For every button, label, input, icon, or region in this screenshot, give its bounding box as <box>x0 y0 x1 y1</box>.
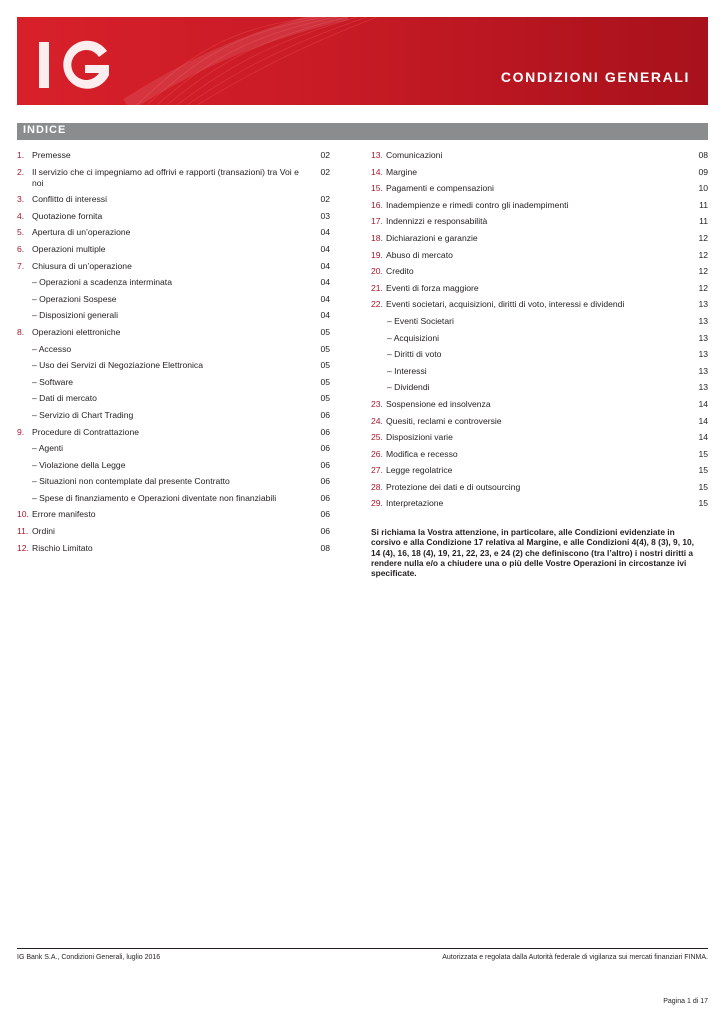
toc-entry[interactable] <box>17 410 330 421</box>
toc-entry-page: 12 <box>698 266 708 277</box>
toc-entry-label: Conflitto di interessi <box>32 194 107 205</box>
toc-entry[interactable] <box>371 465 708 476</box>
toc-entry-page: 13 <box>698 382 708 393</box>
toc-entry-number: 18. <box>371 232 383 243</box>
toc-entry-page: 06 <box>320 509 330 520</box>
toc-entry-page: 06 <box>320 492 330 503</box>
toc-entry-page: 03 <box>320 210 330 221</box>
toc-entry-label: – Dati di mercato <box>32 393 97 404</box>
toc-entry[interactable] <box>371 283 708 294</box>
toc-entry-number: 5. <box>17 227 25 238</box>
toc-entry[interactable] <box>17 476 330 487</box>
toc-entry[interactable] <box>17 377 330 388</box>
toc-entry-number: 21. <box>371 282 383 293</box>
toc-entry-number: 4. <box>17 210 25 221</box>
toc-entry[interactable] <box>17 443 330 454</box>
toc-entry-page: 12 <box>698 232 708 243</box>
toc-entry-number: 12. <box>17 542 29 553</box>
toc-entry-label: – Diritti di voto <box>387 349 442 360</box>
toc-entry-label: Premesse <box>32 150 71 160</box>
toc-entry[interactable] <box>371 216 708 227</box>
toc-entry-label: – Spese di finanziamento e Operazioni diventate non finanziabili <box>32 492 277 503</box>
toc-entry-number: 22. <box>371 299 383 310</box>
toc-entry-page: 15 <box>698 448 708 459</box>
toc-entry-number: 1. <box>17 150 25 160</box>
toc-entry-page: 05 <box>320 360 330 371</box>
toc-entry-number: 9. <box>17 426 25 437</box>
toc-entry-page: 02 <box>320 150 330 160</box>
footer-document-info: IG Bank S.A., Condizioni Generali, luglio 2016 <box>17 954 161 961</box>
toc-entry-page: 13 <box>698 299 708 310</box>
toc-entry-label: Credito <box>386 266 414 277</box>
toc-entry-number: 13. <box>371 150 383 160</box>
toc-entry-number: 19. <box>371 249 383 260</box>
toc-entry[interactable] <box>17 167 330 189</box>
toc-entry[interactable] <box>17 327 330 338</box>
toc-entry-label: Abuso di mercato <box>386 249 453 260</box>
toc-entry[interactable] <box>371 167 708 178</box>
toc-entry-label: Apertura di un’operazione <box>32 227 131 238</box>
toc-entry-label: – Acquisizioni <box>387 332 440 343</box>
toc-left-column <box>17 150 330 559</box>
toc-entry[interactable] <box>371 349 708 360</box>
toc-entry-page: 12 <box>698 282 708 293</box>
toc-entry-label: Disposizioni varie <box>386 432 453 443</box>
toc-entry[interactable] <box>371 382 708 393</box>
toc-entry-label: Quotazione fornita <box>32 210 103 221</box>
toc-entry-page: 06 <box>320 409 330 420</box>
toc-entry-page: 04 <box>320 310 330 321</box>
toc-entry[interactable] <box>371 449 708 460</box>
toc-entry[interactable] <box>371 183 708 194</box>
toc-entry[interactable] <box>371 250 708 261</box>
toc-entry-page: 06 <box>320 443 330 454</box>
toc-entry-label: Ordini <box>32 526 55 537</box>
page-number: Pagina 1 di 17 <box>663 998 708 1005</box>
toc-entry-label: Operazioni multiple <box>32 243 106 254</box>
toc-entry[interactable] <box>371 416 708 427</box>
toc-entry-label: – Interessi <box>387 365 427 376</box>
toc-entry-label: Comunicazioni <box>386 150 443 160</box>
toc-entry-number: 17. <box>371 216 383 227</box>
toc-entry-label: – Situazioni non contemplate dal presente Contratto <box>32 476 230 487</box>
toc-entry[interactable] <box>371 316 708 327</box>
toc-entry-page: 06 <box>320 426 330 437</box>
toc-entry-label: Chiusura di un’operazione <box>32 260 132 271</box>
toc-entry-label: Sospensione ed insolvenza <box>386 398 491 409</box>
toc-entry[interactable] <box>371 266 708 277</box>
toc-entry-label: – Violazione della Legge <box>32 459 126 470</box>
footer-regulatory-note: Autorizzata e regolata dalla Autorità federale di vigilanza sui mercati finanziari FINMA. <box>442 954 708 961</box>
wave-graphic <box>17 17 708 105</box>
toc-entry-label: Legge regolatrice <box>386 465 453 476</box>
toc-entry-label: Modifica e recesso <box>386 448 458 459</box>
toc-entry-page: 06 <box>320 526 330 537</box>
toc-entry-number: 2. <box>17 166 25 177</box>
toc-entry-label: – Dividendi <box>387 382 430 393</box>
toc-entry-page: 14 <box>698 432 708 443</box>
toc-entry-label: Errore manifesto <box>32 509 96 520</box>
toc-entry-page: 05 <box>320 326 330 337</box>
toc-entry[interactable] <box>17 427 330 438</box>
toc-entry[interactable] <box>371 299 708 310</box>
toc-entry[interactable] <box>371 366 708 377</box>
toc-right-column <box>371 150 708 515</box>
toc-entry-page: 13 <box>698 365 708 376</box>
toc-entry-page: 11 <box>699 216 708 227</box>
toc-entry-page: 15 <box>698 498 708 509</box>
toc-entry[interactable] <box>17 526 330 537</box>
toc-entry[interactable] <box>17 277 330 288</box>
toc-entry-page: 05 <box>320 393 330 404</box>
toc-entry-number: 24. <box>371 415 383 426</box>
toc-entry-number: 6. <box>17 243 25 254</box>
toc-entry-number: 20. <box>371 266 383 277</box>
toc-entry-page: 13 <box>698 315 708 326</box>
toc-entry[interactable] <box>17 393 330 404</box>
toc-entry-label: Dichiarazioni e garanzie <box>386 232 478 243</box>
toc-entry-page: 06 <box>320 476 330 487</box>
toc-entry-label: Quesiti, reclami e controversie <box>386 415 502 426</box>
toc-entry[interactable] <box>371 200 708 211</box>
toc-entry[interactable] <box>17 211 330 222</box>
toc-entry[interactable] <box>17 310 330 321</box>
toc-entry-page: 02 <box>320 194 330 205</box>
toc-entry-number: 29. <box>371 498 383 509</box>
footer-divider <box>17 948 708 949</box>
toc-entry[interactable] <box>17 543 330 554</box>
toc-entry-number: 11. <box>17 526 29 537</box>
toc-entry[interactable] <box>17 261 330 272</box>
toc-entry-label: Rischio Limitato <box>32 542 93 553</box>
toc-entry-label: Margine <box>386 166 418 177</box>
toc-entry-label: Il servizio che ci impegniamo ad offrivi e rapporti (transazioni) tra Voi e noi <box>32 166 299 188</box>
toc-entry-label: Protezione dei dati e di outsourcing <box>386 481 521 492</box>
toc-entry-number: 16. <box>371 199 383 210</box>
toc-entry[interactable] <box>371 150 708 161</box>
toc-entry-label: Pagamenti e compensazioni <box>386 183 494 194</box>
toc-entry[interactable] <box>371 432 708 443</box>
toc-entry-number: 25. <box>371 432 383 443</box>
toc-entry-number: 7. <box>17 260 25 271</box>
toc-entry-number: 28. <box>371 481 383 492</box>
toc-entry-number: 27. <box>371 465 383 476</box>
toc-entry-page: 05 <box>320 343 330 354</box>
header-banner <box>17 17 708 105</box>
toc-entry-page: 09 <box>698 166 708 177</box>
toc-entry[interactable] <box>371 498 708 509</box>
toc-entry[interactable] <box>371 233 708 244</box>
toc-entry-label: – Eventi Societari <box>387 315 454 326</box>
toc-entry-page: 11 <box>699 199 708 210</box>
toc-entry[interactable] <box>17 360 330 371</box>
toc-entry-number: 14. <box>371 166 383 177</box>
toc-entry-page: 15 <box>698 465 708 476</box>
toc-entry-label: – Software <box>32 376 74 387</box>
toc-entry[interactable] <box>371 399 708 410</box>
toc-entry-page: 04 <box>320 243 330 254</box>
toc-entry[interactable] <box>17 344 330 355</box>
toc-entry-label: Eventi societari, acquisizioni, diritti di voto, interessi e dividendi <box>386 299 625 310</box>
toc-entry-label: Interpretazione <box>386 498 444 509</box>
toc-entry-label: – Operazioni Sospese <box>32 293 117 304</box>
toc-entry[interactable] <box>17 194 330 205</box>
toc-entry-page: 10 <box>698 183 708 194</box>
attention-notice: Si richiama la Vostra attenzione, in particolare, alle Condizioni evidenziate in corsivo e alla Condizione 17 relativa al Margine, e alle Condizioni 4(4), 8 (3), 9, 10, 14 (4), 16, 18 (4), 19, 21, 22, 23, e 24 (2) che definiscono (tra l’altro) i nostri diritti a rendere nulla e/o a chiudere una o più delle Vostre Operazioni in circostanze ivi specificate. <box>371 527 695 579</box>
toc-entry-page: 04 <box>320 293 330 304</box>
section-header-bar <box>17 123 708 140</box>
toc-entry[interactable] <box>371 482 708 493</box>
toc-entry-page: 15 <box>698 481 708 492</box>
toc-entry[interactable] <box>17 227 330 238</box>
toc-entry-page: 12 <box>698 249 708 260</box>
section-title: INDICE <box>23 124 67 136</box>
toc-entry-label: – Servizio di Chart Trading <box>32 409 134 420</box>
toc-entry-page: 14 <box>698 398 708 409</box>
toc-entry-number: 10. <box>17 509 29 520</box>
toc-entry-number: 3. <box>17 194 25 205</box>
toc-entry[interactable] <box>17 244 330 255</box>
ig-logo <box>37 37 117 93</box>
toc-entry-label: – Agenti <box>32 443 64 454</box>
toc-entry-page: 08 <box>320 542 330 553</box>
toc-entry-label: Procedure di Contrattazione <box>32 426 140 437</box>
document-title: CONDIZIONI GENERALI <box>500 69 690 85</box>
toc-entry-number: 26. <box>371 448 383 459</box>
toc-entry[interactable] <box>371 333 708 344</box>
toc-entry-label: Inadempienze e rimedi contro gli inadempimenti <box>386 199 569 210</box>
toc-entry-label: Eventi di forza maggiore <box>386 282 479 293</box>
toc-entry-page: 06 <box>320 459 330 470</box>
toc-entry[interactable] <box>17 493 330 504</box>
toc-entry[interactable] <box>17 150 330 161</box>
toc-entry-page: 04 <box>320 277 330 288</box>
toc-entry-page: 13 <box>698 349 708 360</box>
toc-entry-page: 13 <box>698 332 708 343</box>
toc-entry-label: – Uso dei Servizi di Negoziazione Elettronica <box>32 360 204 371</box>
toc-entry-label: – Disposizioni generali <box>32 310 118 321</box>
toc-entry[interactable] <box>17 294 330 305</box>
toc-entry-page: 08 <box>698 150 708 160</box>
toc-entry-number: 8. <box>17 326 25 337</box>
toc-entry-label: – Accesso <box>32 343 72 354</box>
toc-entry-number: 23. <box>371 398 383 409</box>
toc-entry[interactable] <box>17 509 330 520</box>
toc-entry-page: 05 <box>320 376 330 387</box>
toc-entry-page: 04 <box>320 260 330 271</box>
toc-entry[interactable] <box>17 460 330 471</box>
toc-entry-label: Operazioni elettroniche <box>32 326 121 337</box>
toc-entry-page: 02 <box>320 166 330 177</box>
toc-entry-number: 15. <box>371 183 383 194</box>
toc-entry-page: 14 <box>698 415 708 426</box>
toc-entry-label: Indennizzi e responsabilità <box>386 216 488 227</box>
toc-entry-page: 04 <box>320 227 330 238</box>
toc-entry-label: – Operazioni a scadenza interminata <box>32 277 172 288</box>
